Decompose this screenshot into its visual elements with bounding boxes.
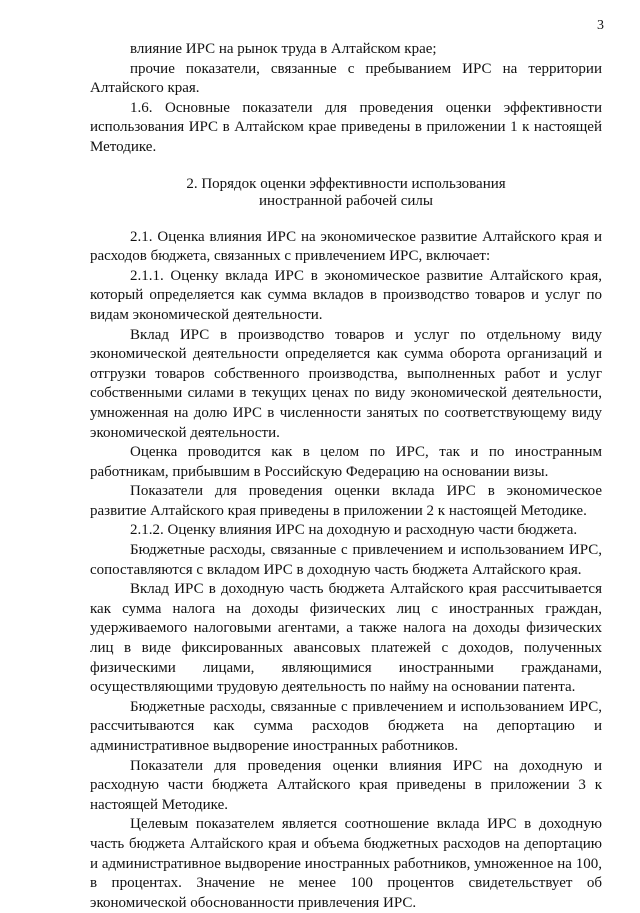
section-heading-line: иностранной рабочей силы [259,192,433,209]
paragraph: Вклад ИРС в доходную часть бюджета Алтайского края рассчитывается как сумма налога на доходы физических лиц с иностранных граждан, удерживаемого налоговыми агентами, а также налога на доходы физических лиц в виде фиксированных авансовых платежей с доходов, полученных физическими лицами, являющимися иностранными гражданами, осуществляющими трудовую деятельность по найму на основании патента. [90,581,602,696]
paragraph: влияние ИРС на рынок труда в Алтайском крае; [130,41,437,57]
section-heading [90,176,602,210]
paragraph: 2.1.2. Оценку влияния ИРС на доходную и расходную части бюджета. [130,522,578,539]
paragraph: 1.6. Основные показатели для проведения оценки эффективности использования ИРС в Алтайском крае приведены в приложении 1 к настоящей Методике. [90,99,602,155]
document-body [90,40,602,913]
page-number: 3 [597,18,604,33]
section-heading-line: 2. Порядок оценки эффективности использования [186,175,506,192]
paragraph: 2.1. Оценка влияния ИРС на экономическое развитие Алтайского края и расходов бюджета, связанных с привлечением ИРС, включает: [90,228,602,265]
paragraph: Показатели для проведения оценки влияния ИРС на доходную и расходную части бюджета Алтайского края приведены в приложении 3 к настоящей Методике. [90,757,602,813]
paragraph: Вклад ИРС в производство товаров и услуг по отдельному виду экономической деятельности определяется как сумма оборота организаций и отгрузки товаров собственного производства, выполненных работ и услуг собственными силами в текущих ценах по виду экономической деятельности, умноженная на долю ИРС в численности занятых по соответствующему виду экономической деятельности. [90,326,602,441]
paragraph: Бюджетные расходы, связанные с привлечением и использованием ИРС, сопоставляются с вкладом ИРС в доходную часть бюджета Алтайского края. [90,542,602,578]
paragraph: Оценка проводится как в целом по ИРС, так и по иностранным работникам, прибывшим в Российскую Федерацию на основании визы. [90,444,602,480]
paragraph: Целевым показателем является соотношение вклада ИРС в доходную часть бюджета Алтайского края и объема бюджетных расходов на депортацию и административное выдворение иностранных работников, умноженное на 100, в процентах. Значение не менее 100 процентов свидетельствует об экономической обоснованности привлечения ИРС. [90,816,602,911]
paragraph: прочие показатели, связанные с пребыванием ИРС на территории Алтайского края. [90,60,602,97]
paragraph: 2.1.1. Оценку вклада ИРС в экономическое развитие Алтайского края, который определяется как сумма вкладов в производство товаров и услуг по видам экономической деятельности. [90,267,602,323]
paragraph: Бюджетные расходы, связанные с привлечением и использованием ИРС, рассчитываются как сумма расходов бюджета на депортацию и административное выдворение иностранных работников. [90,698,602,754]
paragraph: Показатели для проведения оценки вклада ИРС в экономическое развитие Алтайского края приведены в приложении 2 к настоящей Методике. [90,483,602,519]
